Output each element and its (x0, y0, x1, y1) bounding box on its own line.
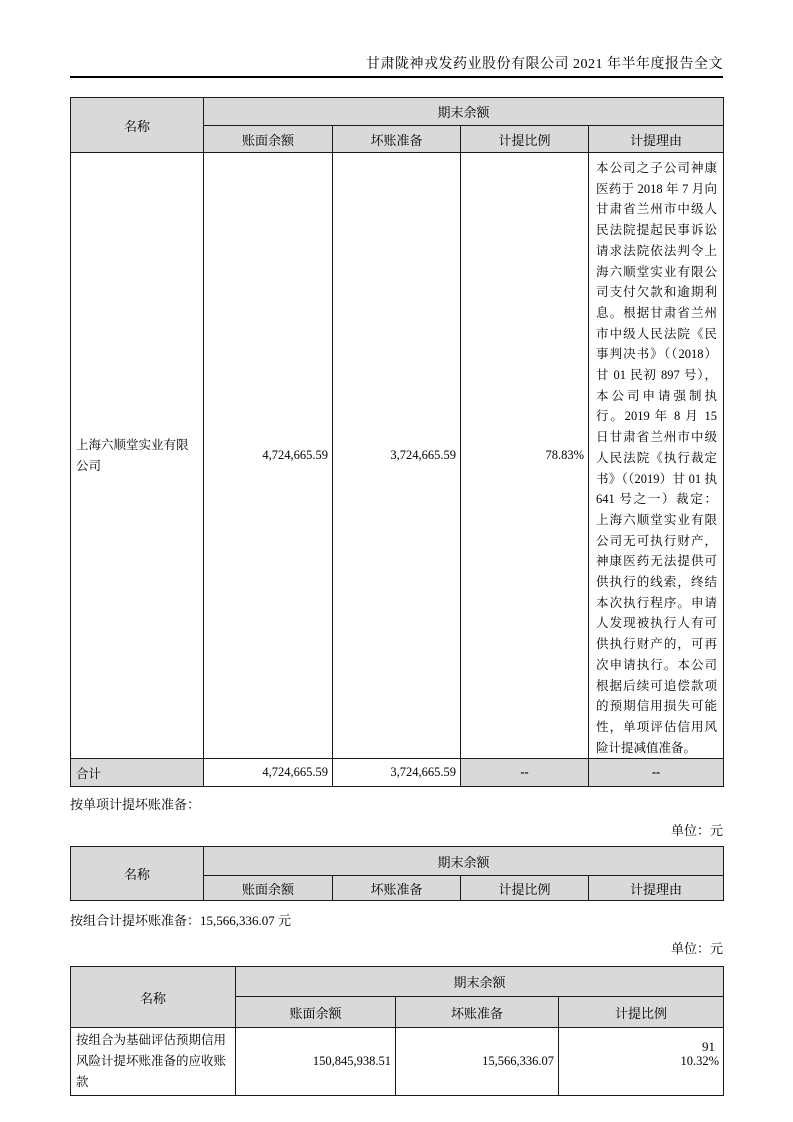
provision-ratio-cell: 78.83% (461, 153, 589, 759)
table-row (71, 153, 724, 759)
report-header-title: 甘肃陇神戎发药业股份有限公司 2021 年半年度报告全文 (366, 57, 723, 72)
total-provision-ratio-cell: -- (461, 759, 589, 787)
single-item-provision-empty-table (70, 846, 724, 901)
column-header-name: 名称 (71, 967, 236, 1028)
provision-reason-cell: 本公司之子公司神康医药于 2018 年 7 月向甘肃省兰州市中级人民法院提起民事诉讼请求法院依法判令上海六顺堂实业有限公司支付欠款和逾期利息。根据甘肃省兰州市中级人民法院《民事判决书》（（2018）甘 01 民初 897 号），本公司申请强制执行。2019 年 8 月 15 日甘肃省兰州市中级人民法院《执行裁定书》（（2019）甘 01 执 641 号之一）裁定：上海六顺堂实业有限公司无可执行财产，神康医药无法提供可供执行的线索，终结本次执行程序。申请人发现被执行人有可供执行财产的，可再次申请执行。本公司根据后续可追偿款项的预期信用损失可能性，单项评估信用风险计提减值准备。 (589, 153, 724, 759)
column-header-provision-reason: 计提理由 (589, 126, 724, 153)
column-group-header-period-end-balance: 期末余额 (204, 98, 724, 126)
column-header-provision-ratio: 计提比例 (559, 997, 724, 1028)
book-balance-cell: 150,845,938.51 (236, 1028, 396, 1096)
column-header-provision-ratio: 计提比例 (461, 876, 589, 901)
table-header-row (71, 847, 724, 876)
table-header-row (71, 98, 724, 126)
column-header-name: 名称 (71, 98, 204, 153)
column-header-book-balance: 账面余额 (204, 876, 333, 901)
column-header-book-balance: 账面余额 (204, 126, 333, 153)
bad-debt-provision-cell: 15,566,336.07 (396, 1028, 559, 1096)
column-header-book-balance: 账面余额 (236, 997, 396, 1028)
debtor-name-cell: 上海六顺堂实业有限公司 (71, 153, 204, 759)
column-header-bad-debt-provision: 坏账准备 (333, 126, 461, 153)
book-balance-cell: 4,724,665.59 (204, 153, 333, 759)
column-header-bad-debt-provision: 坏账准备 (396, 997, 559, 1028)
total-book-balance-cell: 4,724,665.59 (204, 759, 333, 787)
unit-label: 单位：元 (670, 823, 723, 839)
total-provision-reason-cell: -- (589, 759, 724, 787)
single-item-provision-caption: 按单项计提坏账准备： (70, 797, 201, 813)
column-header-bad-debt-provision: 坏账准备 (333, 876, 461, 901)
portfolio-provision-caption: 按组合计提坏账准备：15,566,336.07 元 (70, 913, 292, 929)
total-bad-debt-provision-cell: 3,724,665.59 (333, 759, 461, 787)
column-header-name: 名称 (71, 847, 204, 901)
page-content (70, 97, 723, 1096)
page-number: 91 (702, 1039, 715, 1054)
bad-debt-provision-cell: 3,724,665.59 (333, 153, 461, 759)
table-total-row (71, 759, 724, 787)
column-header-provision-ratio: 计提比例 (461, 126, 589, 153)
portfolio-name-cell: 按组合为基础评估预期信用风险计提坏账准备的应收账款 (71, 1028, 236, 1096)
unit-label: 单位：元 (670, 941, 723, 957)
column-group-header-period-end-balance: 期末余额 (236, 967, 724, 997)
column-header-provision-reason: 计提理由 (589, 876, 724, 901)
single-item-provision-table (70, 97, 724, 787)
provision-ratio-cell: 10.32% (559, 1028, 724, 1096)
header-divider (70, 76, 723, 78)
table-header-row (71, 967, 724, 997)
column-group-header-period-end-balance: 期末余额 (204, 847, 724, 876)
portfolio-provision-table (70, 966, 724, 1096)
table-row (71, 1028, 724, 1096)
total-label-cell: 合计 (71, 759, 204, 787)
